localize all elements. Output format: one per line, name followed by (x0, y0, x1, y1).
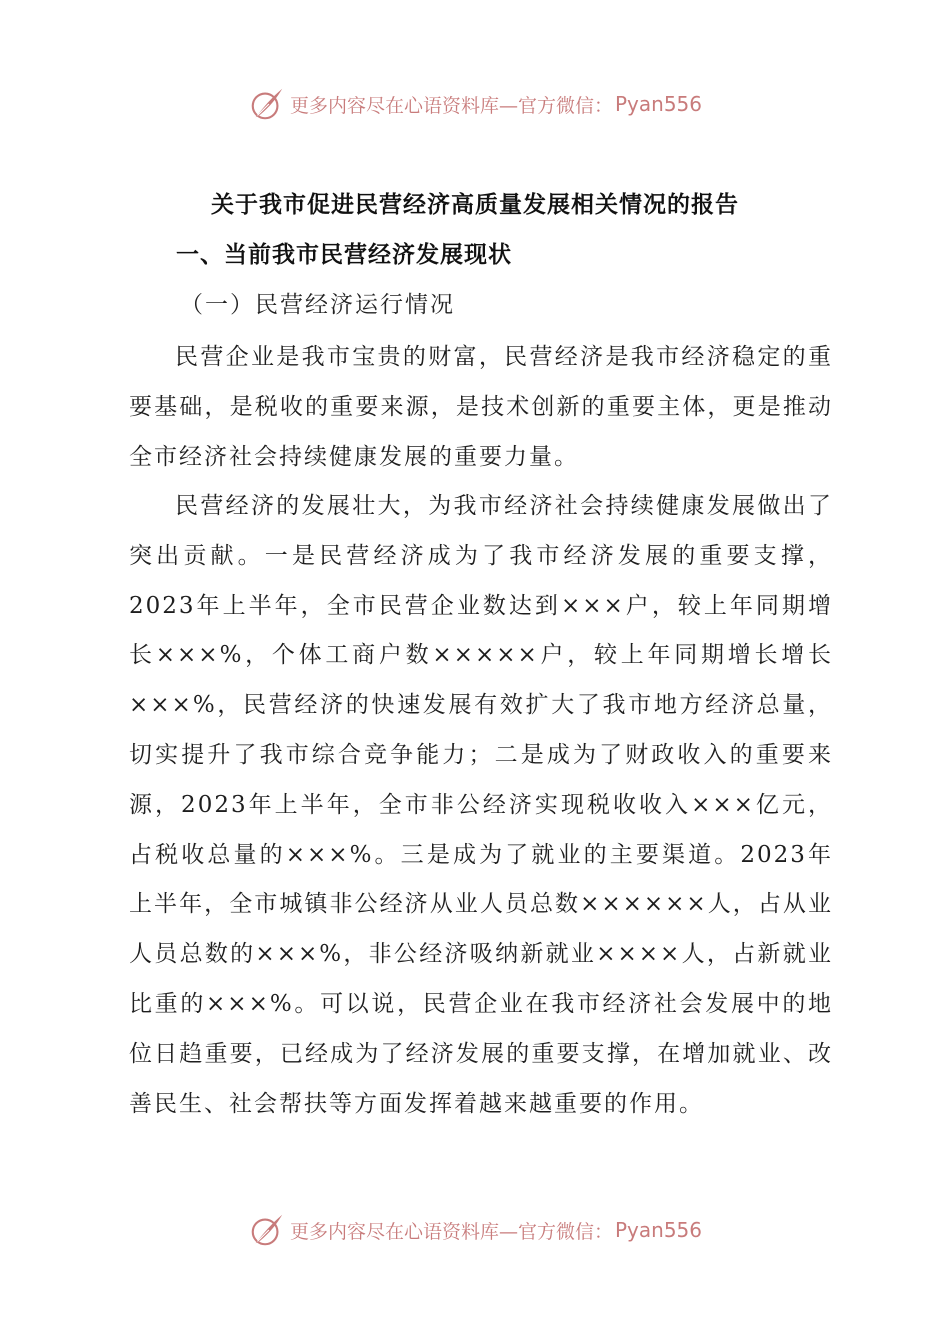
paragraph-1: 民营企业是我市宝贵的财富，民营经济是我市经济稳定的重要基础，是税收的重要来源，是技术创新的重要主体，更是推动全市经济社会持续健康发展的重要力量。 (129, 344, 833, 470)
footer-watermark-banner (0, 1208, 950, 1252)
section-heading: 一、当前我市民营经济发展现状 (176, 242, 512, 268)
banner-wechat-id: Pyan556 (615, 92, 703, 116)
quill-pen-logo-icon (248, 1211, 286, 1249)
quill-pen-logo-icon (248, 85, 286, 123)
paragraph-2: 民营经济的发展壮大，为我市经济社会持续健康发展做出了突出贡献。一是民营经济成为了我市经济发展的重要支撑，2023年上半年，全市民营企业数达到×××户，较上年同期增长×××%，个体工商户数×××××户，较上年同期增长增长×××%，民营经济的快速发展有效扩大了我市地方经济总量，切实提升了我市综合竞争能力；二是成为了财政收入的重要来源，2023年上半年，全市非公经济实现税收收入×××亿元，占税收总量的×××%。三是成为了就业的主要渠道。2023年上半年，全市城镇非公经济从业人员总数××××××人，占从业人员总数的×××%，非公经济吸纳新就业××××人，占新就业比重的×××%。可以说，民营企业在我市经济社会发展中的地位日趋重要，已经成为了经济发展的重要支撑，在增加就业、改善民生、社会帮扶等方面发挥着越来越重要的作用。 (129, 493, 833, 1117)
banner-wechat-id: Pyan556 (615, 1218, 703, 1242)
subsection-heading: （一）民营经济运行情况 (180, 292, 455, 318)
banner-text: 更多内容尽在心语资料库—官方微信： (289, 94, 613, 117)
header-watermark-banner (0, 82, 950, 126)
banner-text: 更多内容尽在心语资料库—官方微信： (289, 1220, 613, 1243)
document-title: 关于我市促进民营经济高质量发展相关情况的报告 (211, 192, 739, 218)
